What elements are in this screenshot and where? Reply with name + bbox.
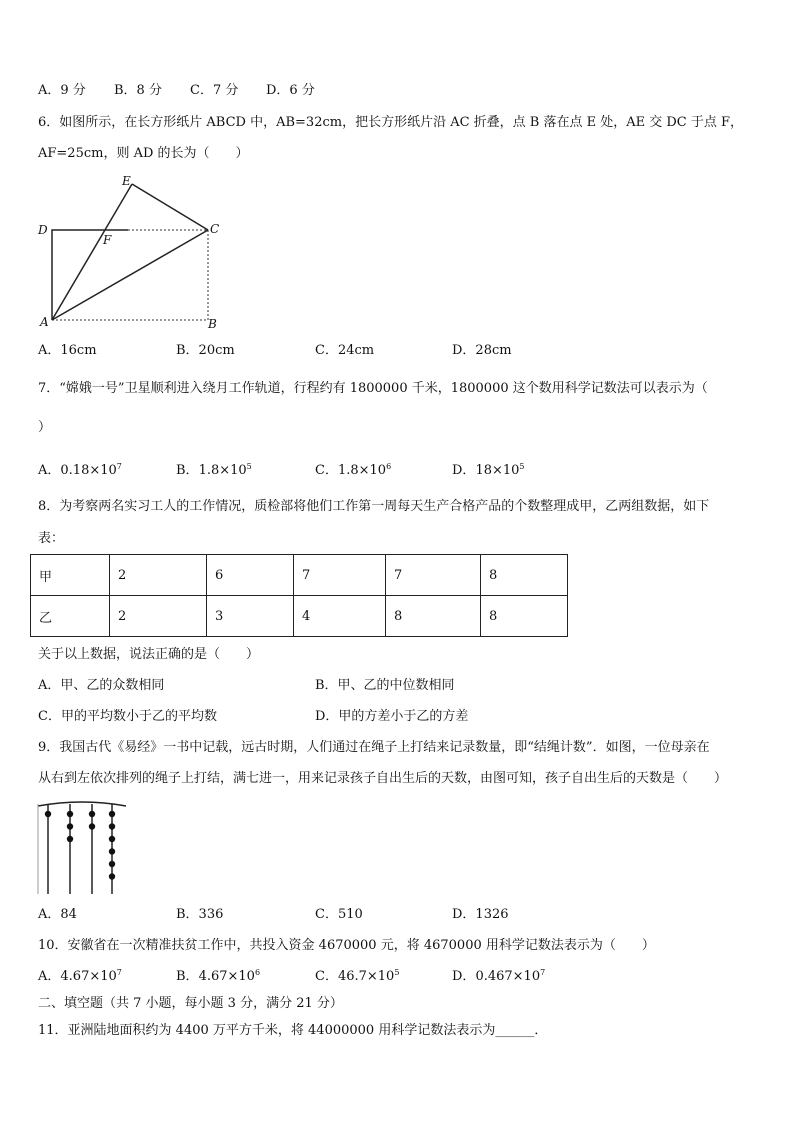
table-cell: 2 xyxy=(110,555,207,596)
q7-option-c: C．$1.8\times 10^6$ xyxy=(315,462,392,478)
q11-stem: 11．亚洲陆地面积约为 4400 万平方千米，将 44000000 用科学记数法表示为______． xyxy=(38,1023,548,1038)
rect-solid-da-df xyxy=(52,230,128,320)
q8-option-d: D．甲的方差小于乙的方差 xyxy=(315,709,469,724)
table-cell: 7 xyxy=(386,555,481,596)
label-f: F xyxy=(103,233,112,247)
q8-option-a: A．甲、乙的众数相同 xyxy=(38,678,165,693)
table-row-jia xyxy=(31,555,568,596)
knot xyxy=(45,811,51,817)
q5-option-b: B．8 分 xyxy=(114,83,162,98)
q9-option-a: A．84 xyxy=(38,907,77,922)
segment-ae xyxy=(52,184,132,320)
q8-data-table xyxy=(30,554,568,637)
q10-option-b: B．$4.67\times 10^6$ xyxy=(176,968,261,984)
knot xyxy=(89,823,95,829)
table-cell: 7 xyxy=(294,555,386,596)
knot xyxy=(109,861,115,867)
q9-stem-line1: 9．我国古代《易经》一书中记载，远古时期，人们通过在绳子上打结来记录数量，即“结绳计数”．如图，一位母亲在 xyxy=(38,740,710,755)
top-bar xyxy=(38,802,126,806)
knot xyxy=(67,811,73,817)
table-cell: 6 xyxy=(207,555,294,596)
q9-option-c: C．510 xyxy=(315,907,363,922)
knot xyxy=(109,823,115,829)
label-a: A xyxy=(40,315,49,329)
q7-option-d: D．$18\times 10^5$ xyxy=(452,462,525,478)
label-e: E xyxy=(122,174,131,188)
section2-heading: 二、填空题（共 7 小题，每小题 3 分，满分 21 分） xyxy=(38,996,343,1011)
q7-stem-line2: ） xyxy=(38,420,52,435)
q10-option-d: D．$0.467\times 10^7$ xyxy=(452,968,546,984)
q9-stem-line2: 从右到左依次排列的绳子上打结，满七进一，用来记录孩子自出生后的天数，由图可知，孩子自出生后的天数是（ ） xyxy=(38,771,728,786)
table-cell: 2 xyxy=(110,596,207,637)
q5-option-a: A．9 分 xyxy=(38,83,86,98)
knot xyxy=(109,836,115,842)
q6-stem-line2: AF=25cm，则 AD 的长为（ ） xyxy=(38,146,249,161)
table-cell: 乙 xyxy=(31,596,110,637)
knot xyxy=(109,848,115,854)
label-d: D xyxy=(38,223,48,237)
q7-option-a: A．$0.18\times 10^7$ xyxy=(38,462,122,478)
q6-stem-line1: 6．如图所示，在长方形纸片 ABCD 中，AB=32cm，把长方形纸片沿 AC 折叠，点 B 落在点 E 处，AE 交 DC 于点 F， xyxy=(38,115,744,130)
q6-option-b: B．20cm xyxy=(176,343,235,358)
ropes-group xyxy=(45,804,115,894)
table-cell: 8 xyxy=(481,555,568,596)
q10-option-c: C．$46.7\times 10^5$ xyxy=(315,968,400,984)
label-b: B xyxy=(208,317,217,331)
table-cell: 4 xyxy=(294,596,386,637)
table-row-yi xyxy=(31,596,568,637)
q8-option-b: B．甲、乙的中位数相同 xyxy=(315,678,455,693)
q7-option-b: B．$1.8\times 10^5$ xyxy=(176,462,252,478)
q5-option-c: C．7 分 xyxy=(190,83,239,98)
q9-option-d: D．1326 xyxy=(452,907,509,922)
q6-rectangle-fold-figure xyxy=(30,170,230,332)
knot xyxy=(67,823,73,829)
knot xyxy=(89,811,95,817)
diagonal-ac xyxy=(52,230,208,320)
q9-option-b: B．336 xyxy=(176,907,224,922)
q6-option-a: A．16cm xyxy=(38,343,97,358)
knot xyxy=(67,836,73,842)
q8-stem-line2: 表： xyxy=(38,531,65,546)
table-cell: 甲 xyxy=(31,555,110,596)
knot xyxy=(109,811,115,817)
label-c: C xyxy=(210,222,220,236)
q7-stem-line1: 7．“嫦娥一号”卫星顺利进入绕月工作轨道，行程约有 1800000 千米，1800000 这个数用科学记数法可以表示为（ xyxy=(38,381,708,396)
q8-stem-line1: 8．为考察两名实习工人的工作情况，质检部将他们工作第一周每天生产合格产品的个数整理成甲，乙两组数据，如下 xyxy=(38,499,710,514)
q10-option-a: A．$4.67\times 10^7$ xyxy=(38,968,122,984)
table-cell: 8 xyxy=(386,596,481,637)
q8-option-c: C．甲的平均数小于乙的平均数 xyxy=(38,709,217,724)
q10-stem: 10．安徽省在一次精准扶贫工作中，共投入资金 4670000 元，将 4670000 用科学记数法表示为（ ） xyxy=(38,938,655,953)
knot xyxy=(109,873,115,879)
table-cell: 3 xyxy=(207,596,294,637)
table-cell: 8 xyxy=(481,596,568,637)
segment-ec xyxy=(132,184,208,230)
q8-question: 关于以上数据，说法正确的是（ ） xyxy=(38,647,260,662)
q6-option-d: D．28cm xyxy=(452,343,512,358)
q6-option-c: C．24cm xyxy=(315,343,375,358)
q5-option-d: D．6 分 xyxy=(266,83,315,98)
q9-knotted-ropes-figure xyxy=(36,800,130,896)
